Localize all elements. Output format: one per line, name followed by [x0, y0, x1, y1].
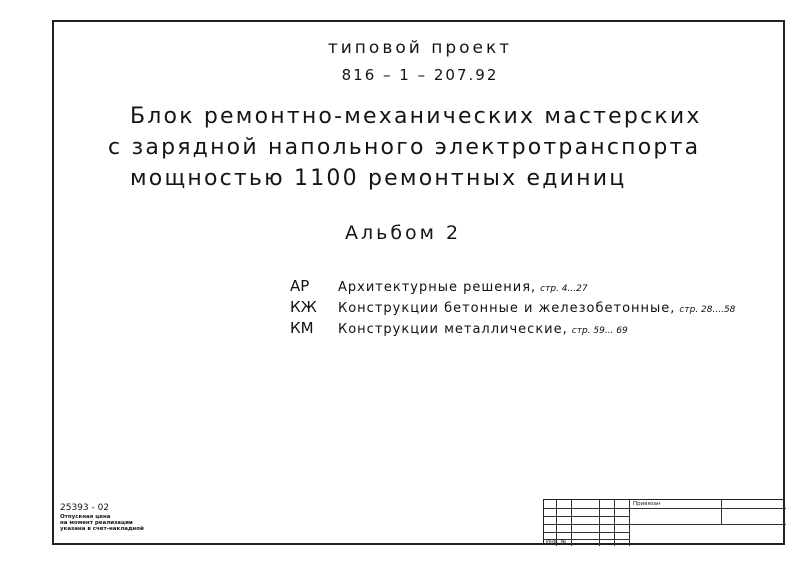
section-pages: стр. 4...27: [540, 284, 588, 294]
project-kind: типовой проект: [327, 38, 513, 58]
title-block-stamp: [543, 499, 785, 545]
section-name: Архитектурные решения,: [338, 280, 537, 295]
section-name: Конструкции бетонные и железобетонные,: [338, 301, 676, 316]
section-pages: стр. 59... 69: [571, 326, 628, 336]
contents-row-kzh: [290, 297, 735, 316]
stamp-linked-label: Привязан: [633, 501, 661, 507]
title-line-1: Блок ремонтно-механических мастерских: [130, 104, 702, 129]
contents-row-km: [290, 318, 628, 337]
section-name: Конструкции металлические,: [338, 322, 568, 337]
contents-row-ar: [290, 276, 588, 295]
section-abbr: КЖ: [290, 298, 317, 316]
price-note: Отпускная цена на момент реализации указана в счет-накладной: [60, 514, 144, 532]
section-pages: стр. 28....58: [679, 305, 736, 315]
title-line-2: с зарядной напольного электротранспорта: [108, 135, 701, 160]
section-abbr: АР: [290, 277, 310, 295]
section-abbr: КМ: [290, 319, 314, 337]
stamp-inventory-label: Инв. №: [546, 539, 567, 545]
title-line-3: мощностью 1100 ремонтных единиц: [130, 166, 627, 191]
album-label: Альбом 2: [345, 222, 462, 244]
inventory-number: 25393 - 02: [60, 503, 110, 513]
project-code: 816 – 1 – 207.92: [341, 66, 499, 84]
